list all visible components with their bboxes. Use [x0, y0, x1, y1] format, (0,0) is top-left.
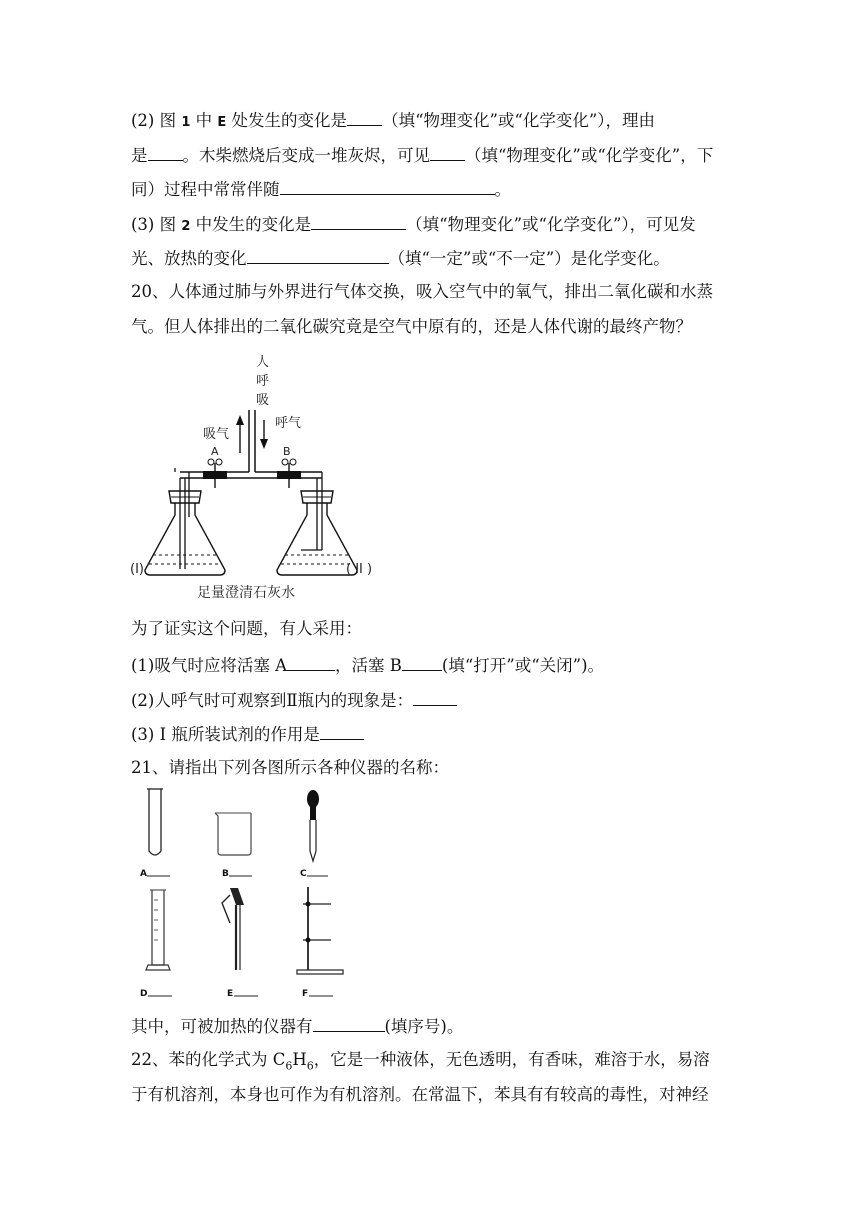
answer-blank[interactable] [320, 722, 364, 740]
q20-line1: 20、人体通过肺与外界进行气体交换，吸入空气中的氧气，排出二氧化碳和水蒸 [131, 282, 713, 301]
svg-text:F: F [302, 989, 309, 999]
answer-blank[interactable] [402, 653, 442, 671]
answer-blank[interactable] [287, 653, 335, 671]
q21-line1: 21、请指出下列各图所示各种仪器的名称： [131, 758, 449, 777]
q19-part2-line2: 是 。木柴燃烧后变成一堆灰烬，可见 （填“物理变化”或“化学变化”，下 [131, 143, 713, 167]
iron-stand-icon [297, 887, 343, 974]
breathing-apparatus-figure [125, 345, 385, 605]
q21-tail: 其中，可被加热的仪器有 (填序号)。 [131, 1014, 463, 1038]
svg-text:(I): (I) [130, 562, 144, 577]
q20-sub2: (2)人呼气时可观察到Ⅱ瓶内的现象是： [131, 688, 457, 712]
q19-part2-line1: (2) 图 1 中 E 处发生的变化是 （填“物理变化”或“化学变化”），理由 [131, 108, 655, 134]
q20-sub3: (3) I 瓶所装试剂的作用是 [131, 722, 364, 746]
q22-line2: 于有机溶剂，本身也可作为有机溶剂。在常温下，苯具有有较高的毒性，对神经 [131, 1085, 709, 1104]
q22-line1: 22、苯的化学式为 $C_6H_6$，它是一种液体，无色透明，有香味，难溶于水，易溶 [131, 1050, 710, 1073]
svg-text:C: C [300, 869, 307, 879]
svg-text:人: 人 [256, 355, 270, 370]
svg-text:A: A [140, 869, 147, 879]
svg-text:( II ): ( II ) [346, 562, 373, 577]
svg-text:呼: 呼 [256, 374, 270, 389]
beaker-icon [215, 813, 251, 855]
test-tube-icon [147, 789, 163, 855]
q19-part3-line1: (3) 图 2 中发生的变化是 （填“物理变化”或“化学变化”），可见发 [131, 212, 696, 238]
test-tube-holder-icon [222, 888, 244, 970]
instruments-figure [130, 785, 360, 1000]
answer-blank[interactable] [311, 212, 406, 230]
answer-blank[interactable] [347, 108, 382, 126]
answer-blank[interactable] [313, 1014, 385, 1032]
q20-intro: 为了证实这个问题，有人采用： [131, 619, 362, 638]
graduated-cylinder-icon [146, 890, 170, 970]
svg-text:D: D [140, 989, 148, 999]
figure-marker-e: E [217, 115, 227, 130]
svg-text:A: A [211, 445, 219, 458]
svg-text:吸: 吸 [256, 393, 270, 408]
svg-text:B: B [283, 445, 291, 458]
svg-text:足量澄清石灰水: 足量澄清石灰水 [197, 585, 295, 601]
q20-sub1: (1)吸气时应将活塞 A ，活塞 B (填“打开”或“关闭”)。 [131, 653, 604, 677]
dropper-icon [307, 790, 319, 861]
q19-part3-line2: 光、放热的变化 （填“一定”或“不一定”）是化学变化。 [131, 246, 670, 270]
svg-text:E: E [227, 989, 234, 999]
answer-blank[interactable] [430, 143, 465, 161]
answer-blank[interactable] [280, 177, 495, 195]
svg-text:吸气: 吸气 [203, 427, 230, 442]
answer-blank[interactable] [247, 246, 389, 264]
svg-text:B: B [222, 869, 229, 879]
q20-line2: 气。但人体排出的二氧化碳究竟是空气中原有的，还是人体代谢的最终产物？ [131, 317, 692, 336]
answer-blank[interactable] [148, 143, 183, 161]
q19-part2-line3: 同）过程中常常伴随 。 [131, 177, 511, 201]
svg-text:呼气: 呼气 [275, 416, 302, 431]
answer-blank[interactable] [413, 688, 457, 706]
